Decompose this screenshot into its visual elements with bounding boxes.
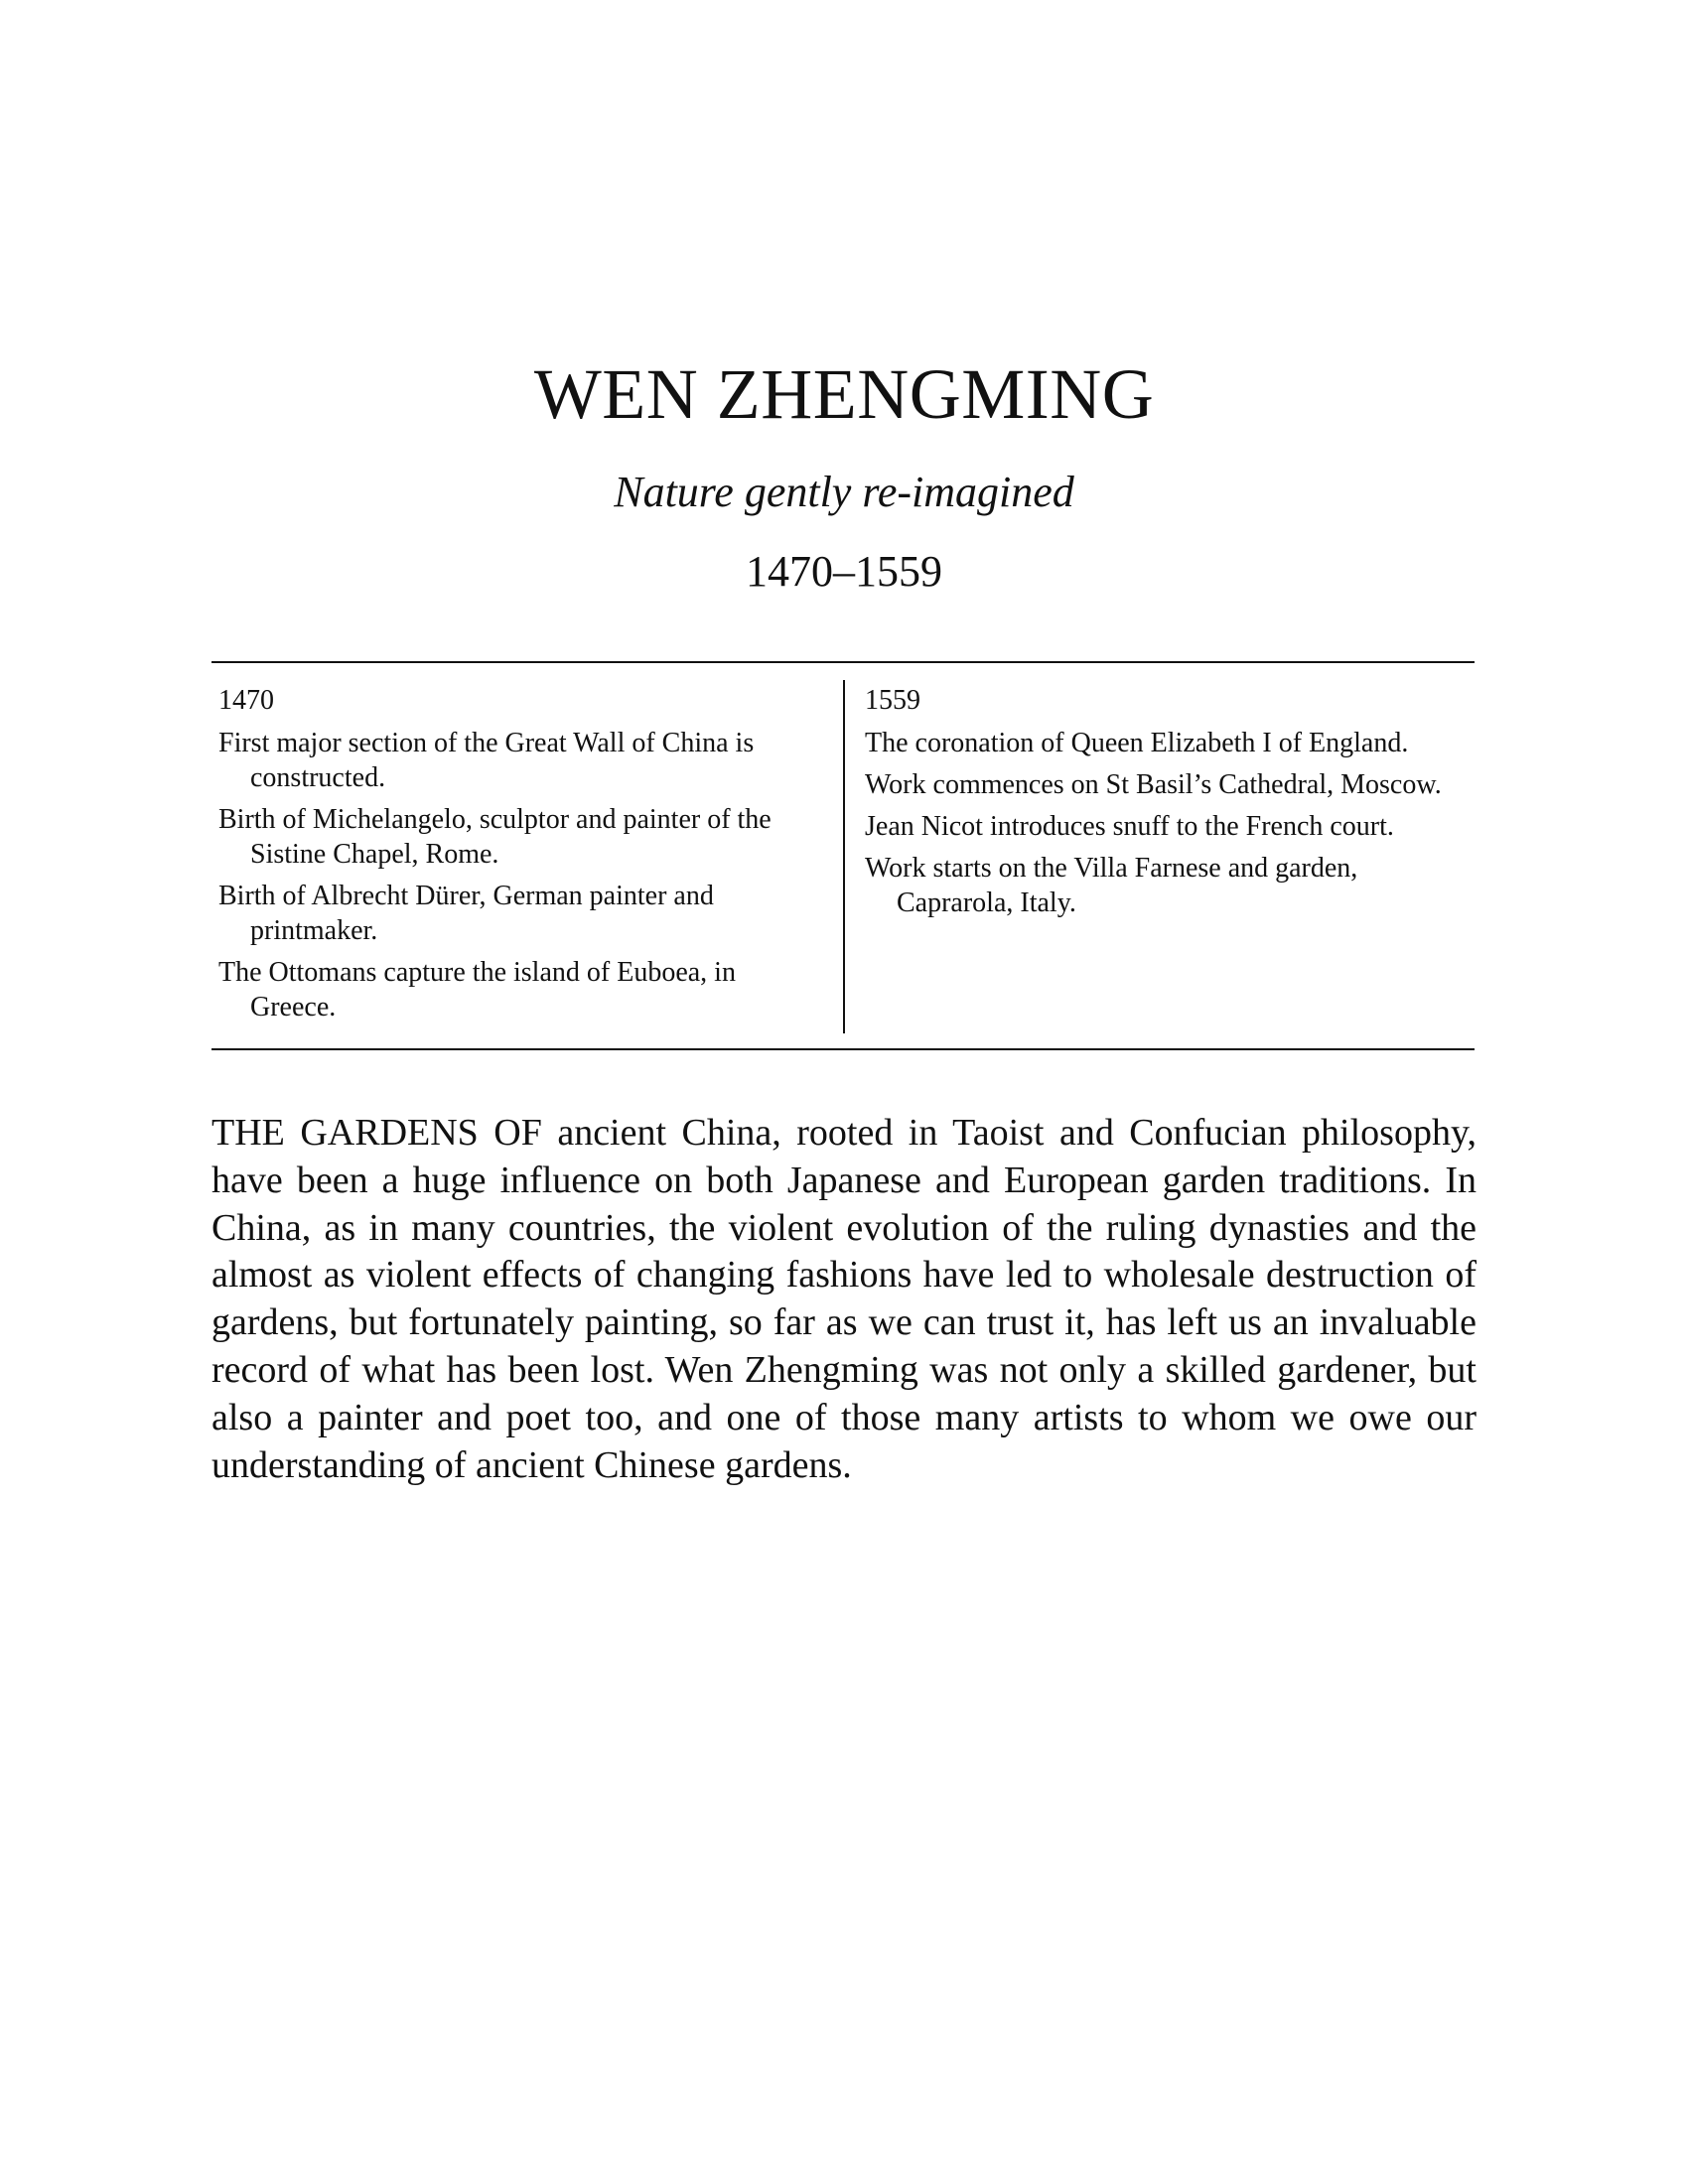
lifespan-dates: 1470–1559 xyxy=(746,547,942,596)
page-title: WEN ZHENGMING xyxy=(533,354,1155,434)
timeline-event: First major section of the Great Wall of China is constructed. xyxy=(218,728,755,793)
timeline-year: 1559 xyxy=(865,685,920,716)
timeline-event-list xyxy=(218,726,826,1024)
timeline-column-1470 xyxy=(218,683,826,1031)
body-paragraph: THE GARDENS OF ancient China, rooted in Taoist and Confucian philosophy, have been a huge influence on both Japanese and European garden traditions. In China, as in many countries, the violent evolution of the ruling dynasties and the almost as violent effects of changing fashions have led to wholesale destruction of gardens, but fortunately painting, so far as we can trust it, has left us an invaluable record of what has been lost. Wen Zhengming was not only a skilled gardener, but also a painter and poet too, and one of those many artists to whom we owe our understanding of ancient Chinese gardens. xyxy=(211,1112,1477,1486)
timeline-event: The coronation of Queen Elizabeth I of England. xyxy=(865,728,1409,758)
page-subtitle: Nature gently re-imagined xyxy=(614,468,1074,516)
timeline-divider xyxy=(843,680,845,1033)
timeline-event: Jean Nicot introduces snuff to the French court. xyxy=(865,811,1394,842)
timeline-event: Birth of Albrecht Dürer, German painter and printmaker. xyxy=(218,881,714,946)
timeline-event-list xyxy=(865,726,1466,920)
timeline-event: Birth of Michelangelo, sculptor and painter of the Sistine Chapel, Rome. xyxy=(218,804,772,870)
timeline-box xyxy=(211,661,1475,1050)
timeline-event: Work starts on the Villa Farnese and garden, Caprarola, Italy. xyxy=(865,853,1358,918)
timeline-event: Work commences on St Basil’s Cathedral, Moscow. xyxy=(865,769,1442,800)
timeline-column-1559 xyxy=(865,683,1466,927)
timeline-event: The Ottomans capture the island of Euboea, in Greece. xyxy=(218,957,736,1023)
timeline-year: 1470 xyxy=(218,685,274,716)
